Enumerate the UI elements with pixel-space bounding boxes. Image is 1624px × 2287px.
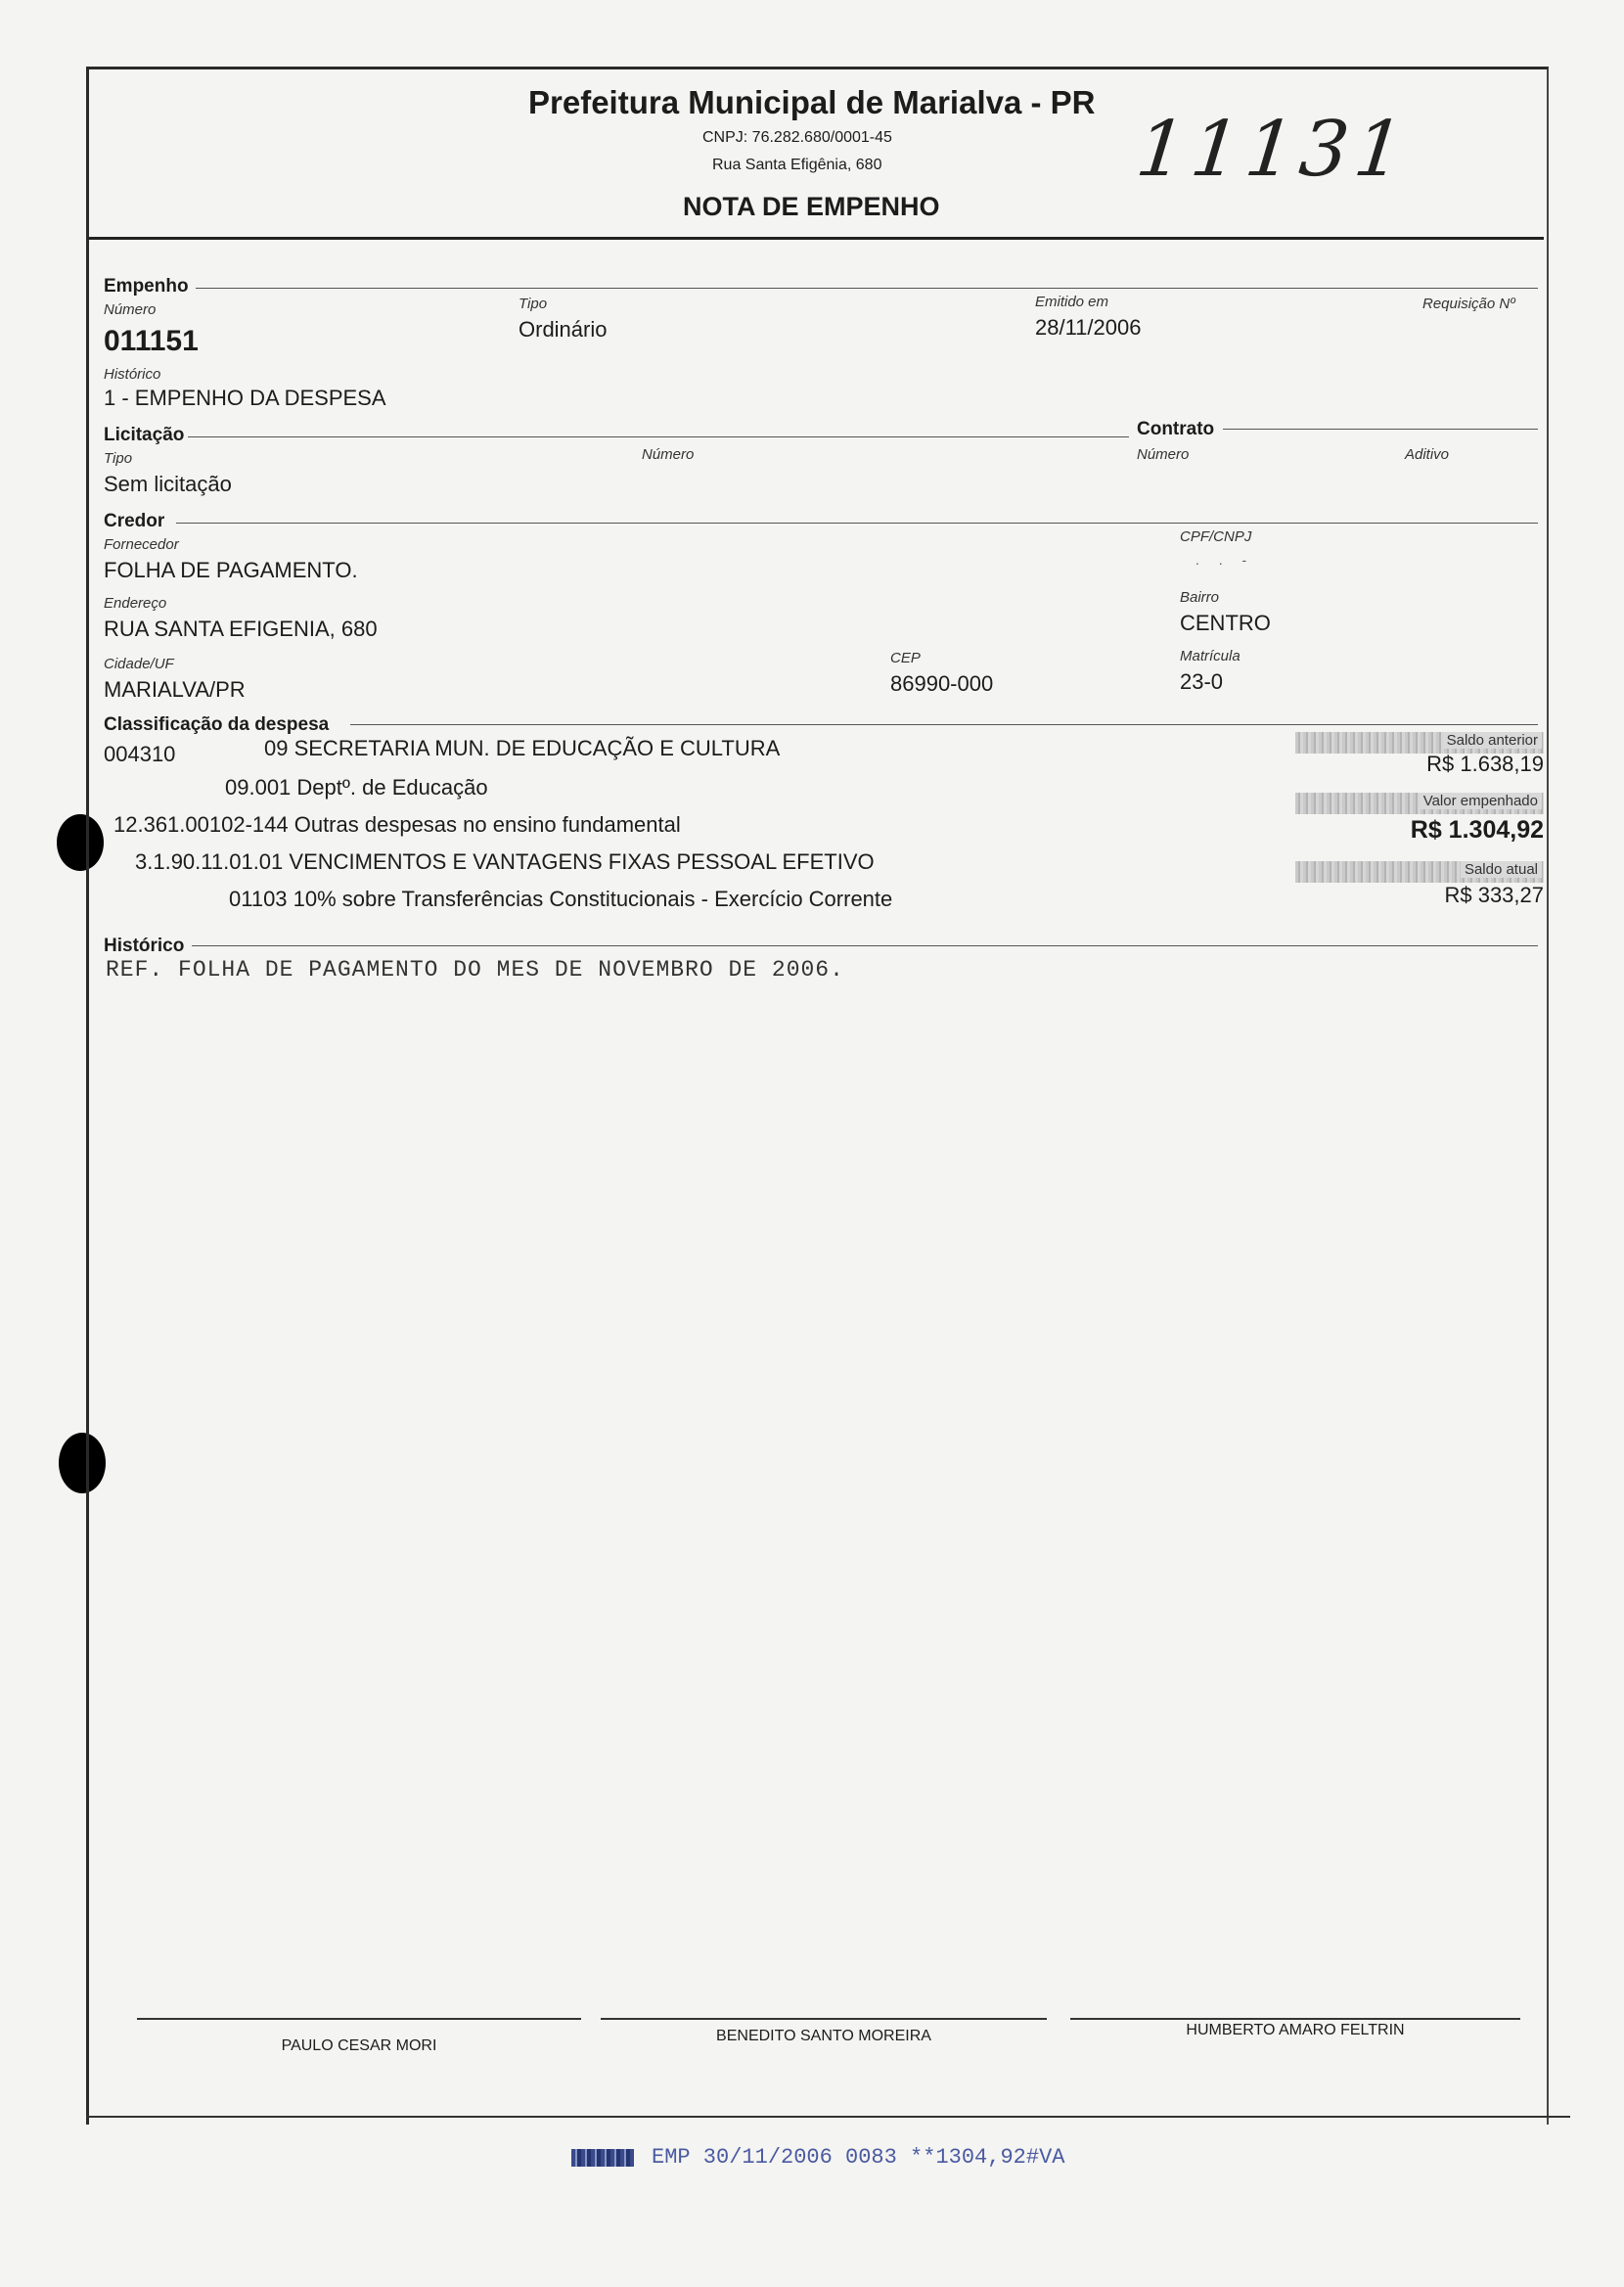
valor-empenhado-value: R$ 1.304,92: [1410, 816, 1544, 844]
handwritten-protocol-number: 11131: [1132, 106, 1414, 194]
signature-name-2: BENEDITO SANTO MOREIRA: [716, 2028, 931, 2044]
historico-section-title: Histórico: [104, 936, 185, 956]
fornecedor-name: FOLHA DE PAGAMENTO.: [104, 558, 358, 582]
classificacao-code: 004310: [104, 742, 176, 766]
endereco-label: Endereço: [104, 595, 167, 612]
contrato-numero-label: Número: [1137, 446, 1190, 463]
municipality-address: Rua Santa Efigênia, 680: [712, 157, 882, 173]
bairro-label: Bairro: [1180, 589, 1220, 606]
empenho-tipo: Ordinário: [519, 317, 608, 342]
cidade-value: MARIALVA/PR: [104, 677, 246, 702]
document-title: NOTA DE EMPENHO: [683, 192, 940, 221]
contrato-rule: [1223, 429, 1538, 430]
empenho-tipo-label: Tipo: [519, 296, 548, 312]
header-divider: [89, 237, 1544, 240]
saldo-anterior-label: Saldo anterior: [1443, 732, 1542, 749]
matricula-value: 23-0: [1180, 669, 1224, 694]
document-frame: [86, 67, 1549, 2125]
classificacao-rule: [350, 724, 1538, 725]
bairro-value: CENTRO: [1180, 611, 1271, 635]
contrato-aditivo-label: Aditivo: [1405, 446, 1450, 463]
empenho-emitido-label: Emitido em: [1035, 294, 1109, 310]
licitacao-section-title: Licitação: [104, 425, 185, 445]
frame-bottom-rule: [86, 2116, 1570, 2118]
empenho-numero-label: Número: [104, 301, 157, 318]
requisicao-label: Requisição Nº: [1422, 296, 1515, 312]
signature-line-2: [601, 2018, 1047, 2020]
classificacao-section-title: Classificação da despesa: [104, 714, 330, 735]
signature-line-1: [137, 2018, 581, 2020]
classificacao-line-recurso: 01103 10% sobre Transferências Constitucionais - Exercício Corrente: [229, 887, 893, 911]
empenho-historico: 1 - EMPENHO DA DESPESA: [104, 386, 386, 410]
stamp-mark-icon: [571, 2149, 634, 2167]
classificacao-line-funcional: 12.361.00102-144 Outras despesas no ensino fundamental: [113, 812, 681, 837]
payment-stamp: [571, 2145, 1064, 2170]
licitacao-tipo-label: Tipo: [104, 450, 133, 467]
municipality-title: Prefeitura Municipal de Marialva - PR: [528, 84, 1096, 120]
matricula-label: Matrícula: [1180, 648, 1241, 664]
stamp-text: EMP 30/11/2006 0083 **1304,92#VA: [652, 2145, 1065, 2170]
licitacao-rule: [188, 436, 1129, 437]
saldo-atual-label: Saldo atual: [1461, 861, 1542, 878]
endereco-value: RUA SANTA EFIGENIA, 680: [104, 617, 378, 641]
empenho-emitido: 28/11/2006: [1035, 315, 1142, 340]
contrato-section-title: Contrato: [1137, 419, 1215, 439]
classificacao-line-elemento: 3.1.90.11.01.01 VENCIMENTOS E VANTAGENS FIXAS PESSOAL EFETIVO: [135, 849, 875, 874]
empenho-section-title: Empenho: [104, 276, 189, 297]
cep-label: CEP: [890, 650, 921, 666]
cep-value: 86990-000: [890, 671, 994, 696]
cpf-cnpj-label: CPF/CNPJ: [1180, 528, 1252, 545]
fornecedor-label: Fornecedor: [104, 536, 179, 553]
saldo-atual-value: R$ 333,27: [1444, 883, 1544, 907]
empenho-rule: [196, 288, 1538, 289]
licitacao-tipo: Sem licitação: [104, 472, 232, 496]
signature-line-3: [1070, 2018, 1520, 2020]
empenho-numero: 011151: [104, 325, 199, 357]
classificacao-line-unidade: 09.001 Deptº. de Educação: [225, 775, 488, 800]
credor-rule: [176, 523, 1538, 524]
saldo-anterior-value: R$ 1.638,19: [1426, 752, 1544, 776]
historico-rule: [192, 945, 1538, 946]
signature-name-1: PAULO CESAR MORI: [281, 2037, 437, 2054]
cpf-cnpj-value: . . -: [1195, 552, 1255, 568]
signature-name-3: HUMBERTO AMARO FELTRIN: [1186, 2022, 1405, 2038]
classificacao-line-orgao: 09 SECRETARIA MUN. DE EDUCAÇÃO E CULTURA: [264, 736, 781, 760]
historico-text: REF. FOLHA DE PAGAMENTO DO MES DE NOVEMBRO DE 2006.: [106, 957, 844, 983]
municipality-cnpj: CNPJ: 76.282.680/0001-45: [702, 129, 892, 146]
licitacao-numero-label: Número: [642, 446, 695, 463]
credor-section-title: Credor: [104, 511, 165, 531]
valor-empenhado-label: Valor empenhado: [1420, 793, 1542, 809]
empenho-historico-label: Histórico: [104, 366, 161, 383]
cidade-label: Cidade/UF: [104, 656, 174, 672]
